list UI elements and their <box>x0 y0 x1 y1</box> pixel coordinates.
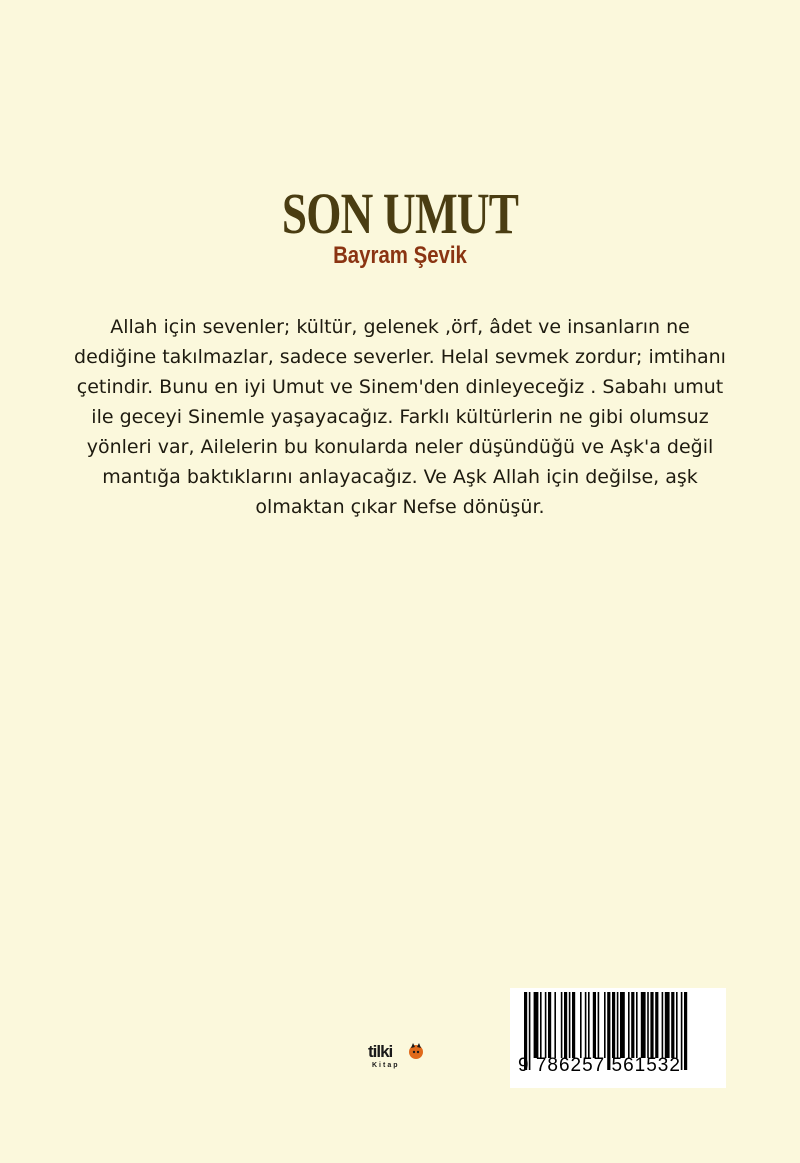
barcode-bar <box>665 992 670 1058</box>
barcode-bar <box>545 992 547 1058</box>
barcode-bar <box>569 992 571 1058</box>
barcode-bar <box>620 992 625 1058</box>
publisher-logo-subtext: Kitap <box>372 1062 400 1069</box>
barcode-bar <box>636 992 638 1058</box>
barcode-bar <box>593 992 596 1058</box>
barcode-bar <box>598 992 600 1058</box>
barcode-bar <box>617 992 619 1058</box>
publisher-logo <box>368 1040 426 1080</box>
barcode-bar <box>641 992 646 1058</box>
barcode-bar <box>647 992 649 1058</box>
barcode-bar <box>585 992 587 1058</box>
book-title: SON UMUT <box>281 181 519 246</box>
barcode-bar <box>580 992 582 1058</box>
barcode-bar <box>604 992 606 1058</box>
barcode-bar <box>561 992 563 1058</box>
barcode-bar <box>676 992 678 1058</box>
barcode-bar <box>588 992 590 1058</box>
isbn-number: 9 786257 561532 <box>518 1055 681 1076</box>
fox-icon <box>408 1042 424 1060</box>
publisher-logo-text: tilki <box>368 1042 393 1061</box>
barcode-bar <box>631 992 634 1058</box>
isbn-barcode <box>510 988 726 1088</box>
barcode-bar <box>554 992 556 1058</box>
barcode-bar <box>671 992 674 1058</box>
author-name: Bayram Şevik <box>333 242 467 269</box>
back-cover-blurb: Allah için sevenler; kültür, gelenek ,örf, âdet ve insanların ne dediğine takılmazlar, sadece severler. Helal sevmek zordur; imtihanı çetindir. Bunu en iyi Umut ve Sinem'den dinleyeceğiz . Sabahı umut ile geceyi Sinemle yaşayacağız. Farklı kültürlerin ne gibi olumsuz yönleri var, Ailelerin bu konularda neler düşündüğü ve Aşk'a değil mantığa baktıklarını anlayacağız. Ve Aşk Allah için değilse, aşk olmaktan çıkar Nefse dönüşür. <box>74 316 726 518</box>
barcode-bar <box>628 992 630 1058</box>
barcode-bar <box>572 992 575 1058</box>
barcode-bar <box>612 992 615 1058</box>
barcode-bar <box>540 992 542 1058</box>
barcode-bar <box>548 992 551 1058</box>
barcode-bar <box>655 992 658 1058</box>
barcode-bar <box>662 992 664 1058</box>
barcode-bar <box>564 992 567 1058</box>
barcode-bar <box>650 992 653 1058</box>
barcode-bar <box>534 992 539 1058</box>
